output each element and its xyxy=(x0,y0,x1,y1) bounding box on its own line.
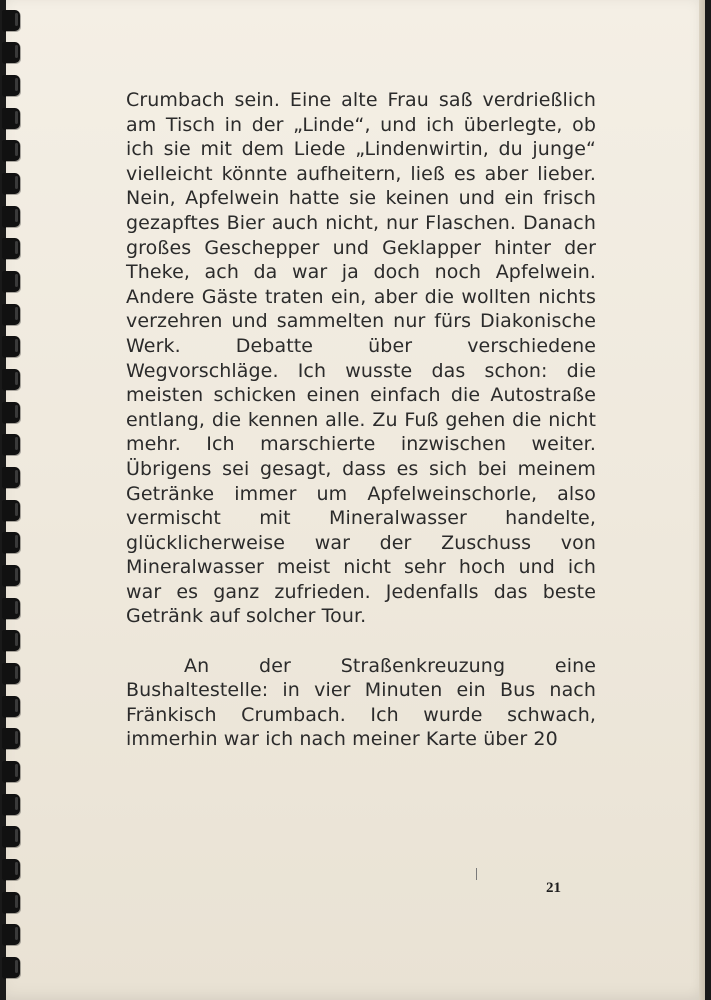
binding-ring xyxy=(2,598,20,619)
binding-ring xyxy=(2,140,20,161)
book-page xyxy=(6,0,705,1000)
binding-ring xyxy=(2,565,20,586)
paragraph-1: Crumbach sein. Eine alte Frau saß verdrießlich am Tisch in der „Linde“, und ich überlegte, ob ich sie mit dem Liede „Lindenwirtin, du junge“ vielleicht könnte aufheitern, ließ es aber lieber. Nein, Apfelwein hatte sie keinen und ein frisch gezapftes Bier auch nicht, nur Flaschen. Danach großes Geschepper und Geklapper hinter der Theke, ach da war ja doch noch Apfelwein. Andere Gäste traten ein, aber die wollten nichts verzehren und sammelten nur fürs Diakonische Werk. Debatte über verschiedene Wegvorschläge. Ich wusste das schon: die meisten schicken einen einfach die Autostraße entlang, die kennen alle. Zu Fuß gehen die nicht mehr. Ich marschierte inzwischen weiter. Übrigens sei gesagt, dass es sich bei meinem Getränke immer um Apfelweinschorle, also vermischt mit Mineralwasser handelte, glücklicherweise war der Zuschuss von Mineralwasser meist nicht sehr hoch und ich war es ganz zufrieden. Jedenfalls das beste Getränk auf solcher Tour. xyxy=(126,89,596,628)
binding-ring xyxy=(2,630,20,651)
paragraph-2: An der Straßenkreuzung eine Bushaltestelle: in vier Minuten ein Bus nach Fränkisch Crumbach. Ich wurde schwach, immerhin war ich nach meiner Karte über 20 xyxy=(126,654,596,751)
binding-ring xyxy=(2,206,20,227)
page-edge xyxy=(699,0,705,1000)
binding-ring xyxy=(2,794,20,815)
page-text xyxy=(126,88,596,752)
binding-ring xyxy=(2,728,20,749)
spiral-binding xyxy=(0,0,26,1000)
binding-ring xyxy=(2,696,20,717)
binding-ring xyxy=(2,500,20,521)
binding-ring xyxy=(2,336,20,357)
binding-ring xyxy=(2,957,20,978)
binding-ring xyxy=(2,369,20,390)
binding-ring xyxy=(2,402,20,423)
binding-ring xyxy=(2,859,20,880)
binding-ring xyxy=(2,75,20,96)
stray-mark xyxy=(476,868,477,880)
binding-ring xyxy=(2,924,20,945)
binding-ring xyxy=(2,826,20,847)
binding-ring xyxy=(2,467,20,488)
binding-ring xyxy=(2,108,20,129)
binding-ring xyxy=(2,173,20,194)
binding-ring xyxy=(2,10,20,31)
page-number: 21 xyxy=(546,880,561,896)
binding-ring xyxy=(2,532,20,553)
binding-ring xyxy=(2,271,20,292)
binding-ring xyxy=(2,304,20,325)
binding-ring xyxy=(2,892,20,913)
binding-ring xyxy=(2,663,20,684)
binding-ring xyxy=(2,761,20,782)
binding-ring xyxy=(2,238,20,259)
binding-ring xyxy=(2,434,20,455)
binding-ring xyxy=(2,42,20,63)
